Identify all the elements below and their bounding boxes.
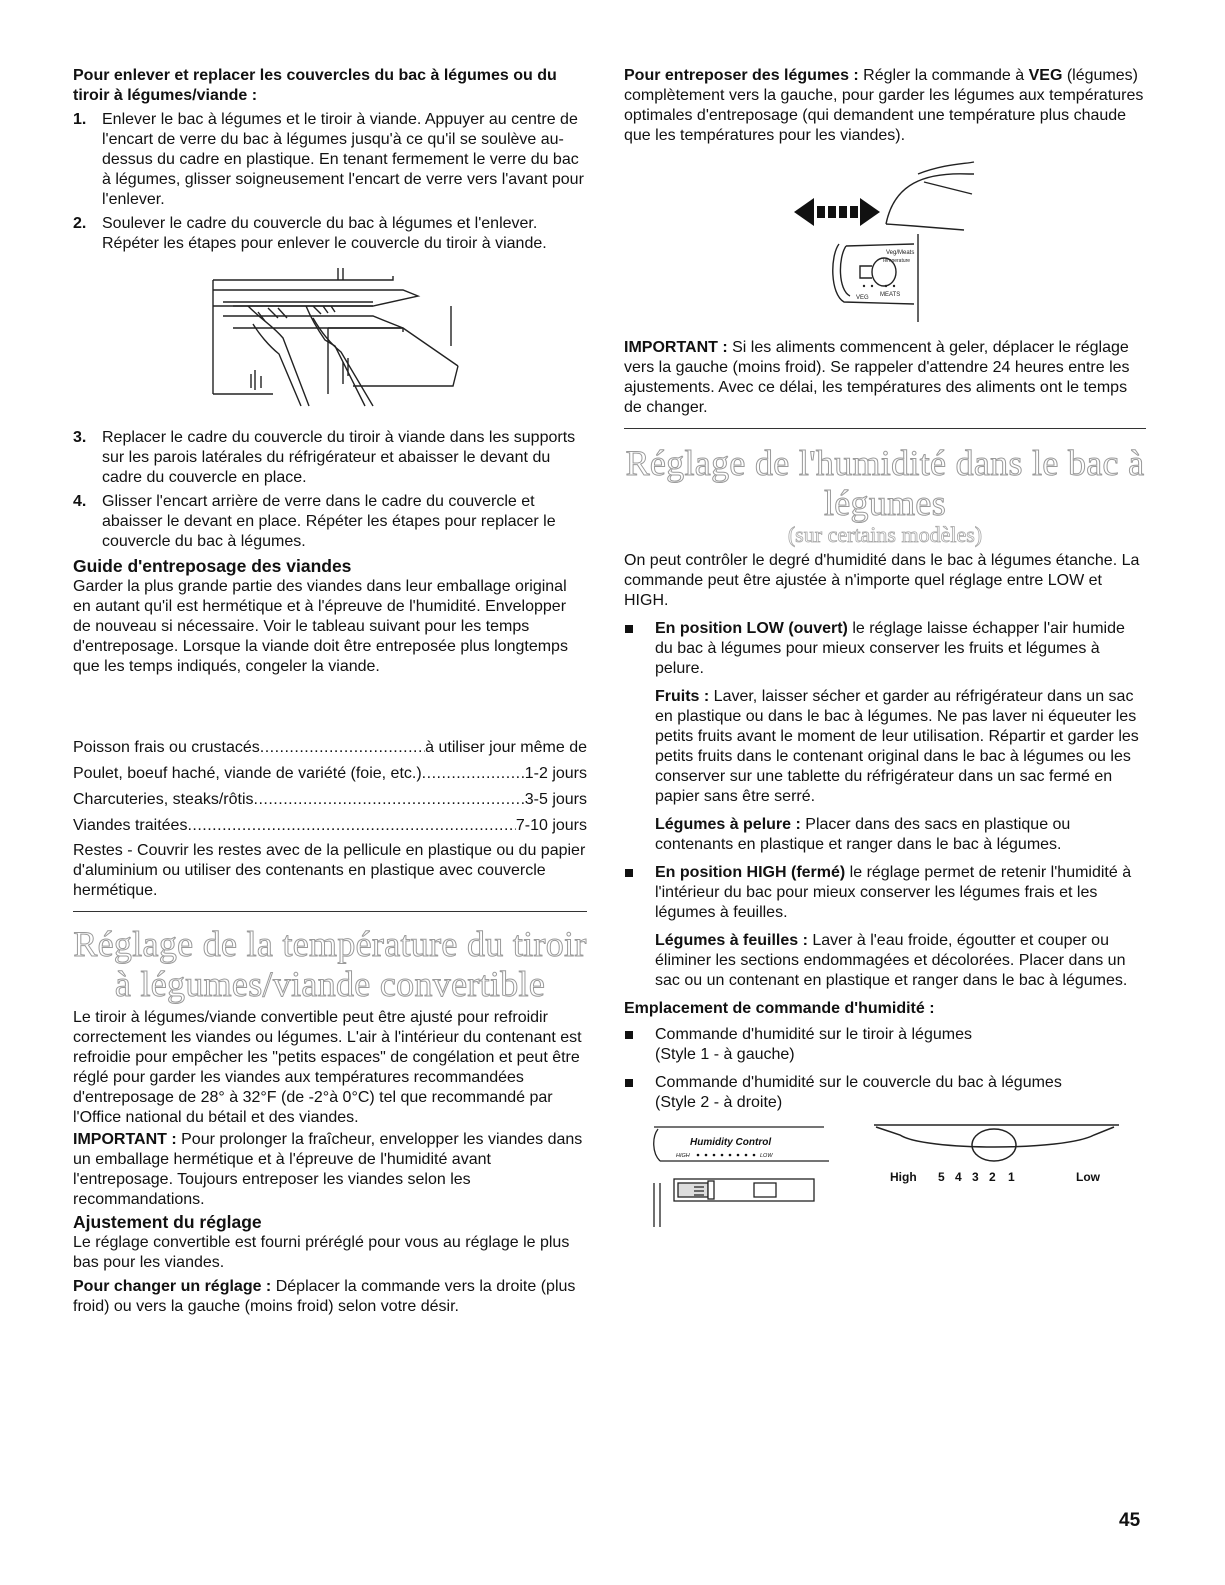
svg-text:Low: Low [1076,1170,1100,1184]
list-item: Commande d'humidité sur le tiroir à légumes (Style 1 - à gauche) [624,1025,1146,1065]
control-location-list [624,1025,1146,1113]
svg-text:Veg/Meats: Veg/Meats [886,250,915,256]
veg-meat-dial-illustration [624,154,1146,334]
list-item: 4. Glisser l'encart arrière de verre dans le cadre du couvercle et abaisser le devant en place. Répéter les étapes pour replacer le couvercle du bac à légumes. [73,493,556,550]
table-row: Viandes traitées ..... 7-10 jours [73,813,587,839]
adjust-text: Le réglage convertible est fourni préréglé pour vous au réglage le plus bas pour les viandes. [73,1234,570,1271]
temp-section-title: Réglage de la température du tiroir à légumes/viande convertible [73,924,587,1004]
crisper-cover-illustration [73,266,587,426]
list-item: 3. Replacer le cadre du couvercle du tiroir à viande dans les supports sur les parois latérales du réfrigérateur et abaisser le devant du cadre du couvercle en place. [73,429,576,486]
temp-important-note: IMPORTANT : Pour prolonger la fraîcheur, envelopper les viandes dans un emballage hermétique et à l'épreuve de l'humidité avant l'entreposage. Toujours entreposer les viandes selon les recommandations. [73,1131,583,1208]
section-divider [73,911,587,912]
square-bullet-icon [625,1031,633,1039]
square-bullet-icon [625,625,633,633]
svg-text:Humidity Control: Humidity Control [690,1137,772,1148]
adjust-heading: Ajustement du réglage [73,1212,262,1232]
dial-important-note: IMPORTANT : Si les aliments commencent à geler, déplacer le réglage vers la gauche (moins froid). Se rappeler d'attendre 24 heures entre les ajustements. Avec ce délai, les températures des aliments ont le temps de changer. [624,339,1130,416]
square-bullet-icon [625,869,633,877]
humidity-control-style-2 [874,1125,1119,1161]
humidity-positions-list [624,619,1146,991]
list-item: En position HIGH (fermé) le réglage permet de retenir l'humidité à l'intérieur du bac pour mieux conserver les légumes frais et les légumes à feuilles. Légumes à feuilles : Laver à l'eau froide, égoutter et couper ou éliminer les sections endommagées et décolorées. Placer dans un sac ou un contenant en plastique et ranger dans le bac à légumes. [624,863,1146,991]
list-item: 2. Soulever le cadre du couvercle du bac à légumes et l'enlever. Répéter les étapes pour enlever le couvercle du tiroir à viande. [73,215,547,252]
remove-covers-heading: Pour enlever et replacer les couvercles du bac à légumes ou du tiroir à légumes/viande : [73,67,557,104]
table-row: Poulet, boeuf haché, viande de variété (foie, etc.) ..... 1-2 jours [73,761,587,787]
svg-text:LOW: LOW [760,1153,773,1159]
humidity-section-subtitle: (sur certains modèles) [787,522,983,547]
change-setting-text: Pour changer un réglage : Déplacer la commande vers la droite (plus froid) ou vers la gauche (moins froid) selon votre désir. [73,1278,576,1315]
veg-storage-text: Pour entreposer des légumes : Régler la commande à VEG (légumes) complètement vers la gauche, pour garder les légumes aux températures optimales d'entreposage (qui demandent une température plus chaude que les températures pour les viandes). [624,67,1144,144]
meat-guide-heading: Guide d'entreposage des viandes [73,556,352,576]
replace-steps-list [73,428,587,552]
svg-text:MEATS: MEATS [880,292,901,298]
square-bullet-icon [625,1079,633,1087]
table-row: Poisson frais ou crustacés ..... à utiliser jour même de [73,735,587,761]
svg-text:2: 2 [989,1170,996,1184]
left-column [73,66,587,1317]
section-divider [624,428,1146,429]
control-location-heading: Emplacement de commande d'humidité : [624,1000,935,1017]
svg-text:VEG: VEG [856,295,869,301]
table-row: Charcuteries, steaks/rôtis ..... 3-5 jours [73,787,587,813]
remove-steps-list [73,110,587,254]
storage-table [73,735,587,839]
svg-text:5: 5 [938,1170,945,1184]
list-item: En position LOW (ouvert) le réglage laisse échapper l'air humide du bac à légumes pour mieux conserver les fruits et légumes à pelure. Fruits : Laver, laisser sécher et garder au réfrigérateur dans un sac en plastique ou dans le bac à légumes. Ne pas laver ni équeuter les petits fruits avant le moment de leur utilisation. Répartir et garder les petits fruits dans le contenant original dans le bac à légumes ou les conserver sur une tablette du réfrigérateur dans un sac fermé en papier sans être serré. Légumes à pelure : Placer dans des sacs en plastique ou contenants en plastique et ranger dans le bac à légumes. [624,619,1146,855]
double-arrow-icon [794,198,880,226]
page-number: 45 [1119,1510,1141,1531]
svg-text:1: 1 [1008,1170,1015,1184]
leftovers-text: Restes - Couvrir les restes avec de la pellicule en plastique ou du papier d'aluminium ou utiliser des contenants en plastique avec couvercle hermétique. [73,842,586,899]
list-item: 1. Enlever le bac à légumes et le tiroir à viande. Appuyer au centre de l'encart de verre du bac à légumes jusqu'à ce qu'il se soulève au-dessus du cadre en plastique. En tenant fermement le verre du bac à légumes, glisser soigneusement l'encart de verre vers l'avant pour l'enlever. [73,111,584,208]
svg-text:HIGH: HIGH [676,1153,690,1159]
list-item: Commande d'humidité sur le couvercle du bac à légumes (Style 2 - à droite) [624,1073,1146,1113]
right-column [624,66,1146,1233]
humidity-control-illustration [624,1123,1146,1233]
svg-text:High: High [890,1170,917,1184]
meat-guide-text: Garder la plus grande partie des viandes dans leur emballage original en autant qu'il est hermétique et à l'épreuve de l'humidité. Envelopper de nouveau si nécessaire. Voir le tableau suivant pour les temps d'entreposage. Lorsque la viande doit être entreposée plus longtemps que les temps indiqués, congeler la viande. [73,578,568,675]
svg-text:Temperature: Temperature [882,258,911,264]
svg-text:3: 3 [972,1170,979,1184]
temp-intro-text: Le tiroir à légumes/viande convertible peut être ajusté pour refroidir correctement les viandes ou légumes. L'air à l'intérieur du contenant est refroidie pour empêcher les "petits espaces" de congélation et peut être réglé pour garder les viandes aux températures recommandées d'entreposage de 28° à 32°F (de -2°à 0°C) tel que recommandé par l'Office national du bétail et des viandes. [73,1009,582,1126]
humidity-section-title: Réglage de l'humidité dans le bac à légumes [625,443,1145,523]
svg-text:4: 4 [955,1170,962,1184]
humidity-intro-text: On peut contrôler le degré d'humidité dans le bac à légumes étanche. La commande peut être ajustée à n'importe quel réglage entre LOW et HIGH. [624,552,1140,609]
